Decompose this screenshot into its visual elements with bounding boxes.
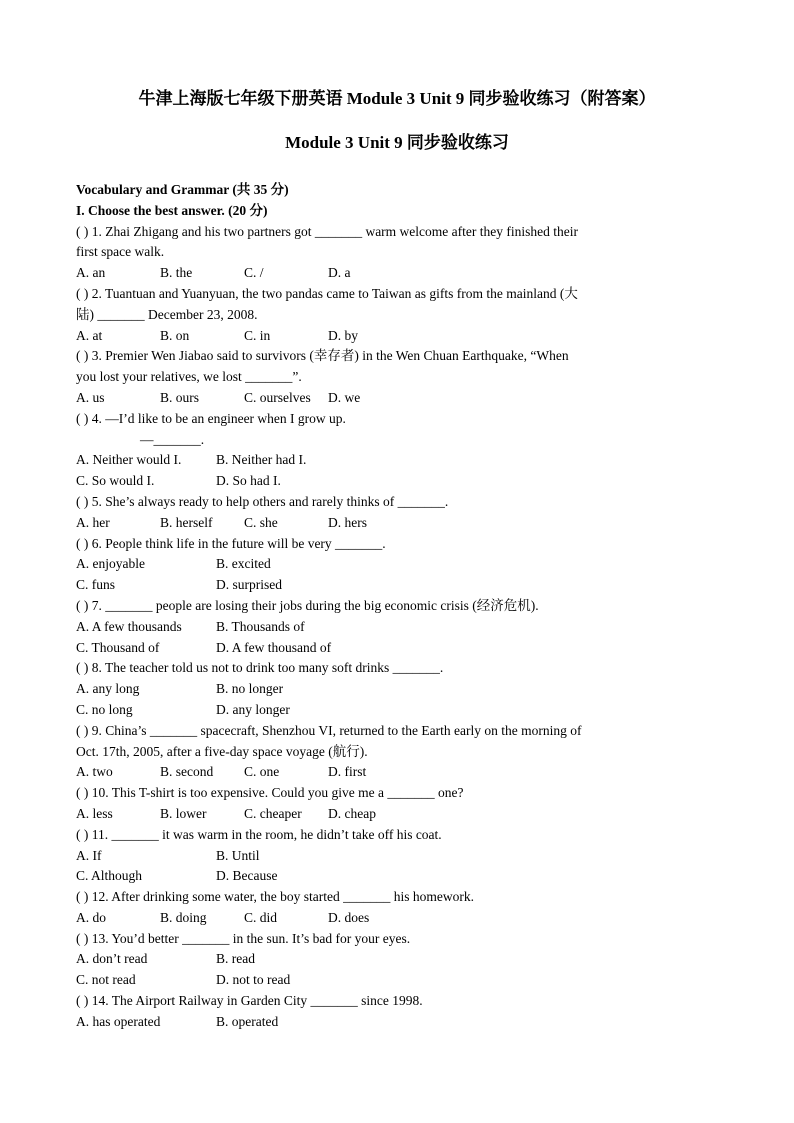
question-10-options <box>76 804 718 825</box>
option-b: B. operated <box>216 1013 279 1029</box>
option-a: A. any long <box>76 681 140 697</box>
option-b: B. second <box>160 764 214 780</box>
option-d: D. first <box>328 764 367 780</box>
option-d: D. we <box>328 389 361 405</box>
question-8-options-ab <box>76 679 718 700</box>
option-d: D. Because <box>216 868 278 884</box>
question-6-options-ab <box>76 554 718 575</box>
option-a: A. an <box>76 265 106 281</box>
option-c: C. funs <box>76 577 116 593</box>
option-a: A. do <box>76 909 106 925</box>
question-3-options <box>76 388 718 409</box>
question-7-line-1: ( ) 7. _______ people are losing their jobs during the big economic crisis (经济危机). <box>76 597 539 613</box>
question-5-line-1: ( ) 5. She’s always ready to help others and rarely thinks of _______. <box>76 493 449 509</box>
option-a: A. less <box>76 805 113 821</box>
option-c: C. one <box>244 764 280 780</box>
option-b: B. on <box>160 327 190 343</box>
option-b: B. the <box>160 265 193 281</box>
question-4-line-2: —_______. <box>140 431 205 447</box>
question-3-line-2: you lost your relatives, we lost _______”. <box>76 369 302 385</box>
option-c: C. not read <box>76 972 136 988</box>
option-b: B. Thousands of <box>216 618 305 634</box>
question-1-line-2: first space walk. <box>76 244 165 260</box>
option-c: C. she <box>244 514 278 530</box>
page-title: 牛津上海版七年级下册英语 Module 3 Unit 9 同步验收练习（附答案） <box>138 89 656 108</box>
question-7-options-cd <box>76 638 718 659</box>
question-13-options-cd <box>76 970 718 991</box>
question-14-line-1: ( ) 14. The Airport Railway in Garden City _______ since 1998. <box>76 993 423 1009</box>
option-d: D. a <box>328 265 351 281</box>
question-1-options <box>76 263 718 284</box>
option-a: A. enjoyable <box>76 556 145 572</box>
question-3-line-1: ( ) 3. Premier Wen Jiabao said to survivors (幸存者) in the Wen Chuan Earthquake, “When <box>76 348 569 364</box>
question-1-line-1: ( ) 1. Zhai Zhigang and his two partners got _______ warm welcome after they finished their <box>76 223 578 239</box>
option-c: C. Thousand of <box>76 639 160 655</box>
option-d: D. by <box>328 327 358 343</box>
option-d: D. not to read <box>216 972 291 988</box>
option-a: A. us <box>76 389 105 405</box>
option-d: D. any longer <box>216 701 290 717</box>
option-a: A. two <box>76 764 113 780</box>
option-d: D. cheap <box>328 805 376 821</box>
option-b: B. herself <box>160 514 213 530</box>
option-c: C. in <box>244 327 271 343</box>
option-c: C. So would I. <box>76 473 155 489</box>
option-c: C. Although <box>76 868 143 884</box>
question-7-options-ab <box>76 617 718 638</box>
page-subtitle: Module 3 Unit 9 同步验收练习 <box>285 133 509 152</box>
question-6-options-cd <box>76 575 718 596</box>
question-11-options-ab <box>76 846 718 867</box>
question-9-options <box>76 762 718 783</box>
question-8-line-1: ( ) 8. The teacher told us not to drink too many soft drinks _______. <box>76 660 444 676</box>
question-4-options-ab <box>76 450 718 471</box>
part-heading: I. Choose the best answer. (20 分) <box>76 202 268 218</box>
question-14-options-ab <box>76 1012 718 1033</box>
option-b: B. Neither had I. <box>216 452 307 468</box>
option-d: D. So had I. <box>216 473 281 489</box>
option-d: D. A few thousand of <box>216 639 332 655</box>
question-12-line-1: ( ) 12. After drinking some water, the boy started _______ his homework. <box>76 889 475 905</box>
question-4-options-cd <box>76 471 718 492</box>
option-a: A. Neither would I. <box>76 452 182 468</box>
option-b: B. no longer <box>216 681 284 697</box>
option-c: C. / <box>244 265 264 281</box>
question-5-options <box>76 513 718 534</box>
question-2-line-1: ( ) 2. Tuantuan and Yuanyuan, the two pandas came to Taiwan as gifts from the mainland (大 <box>76 285 578 301</box>
option-b: B. excited <box>216 556 271 572</box>
option-a: A. has operated <box>76 1013 161 1029</box>
question-2-options <box>76 326 718 347</box>
question-9-line-1: ( ) 9. China’s _______ spacecraft, Shenzhou VI, returned to the Earth early on the morning of <box>76 722 582 738</box>
option-a: A. at <box>76 327 103 343</box>
question-11-options-cd <box>76 866 718 887</box>
option-d: D. does <box>328 909 370 925</box>
option-a: A. A few thousands <box>76 618 182 634</box>
section-heading: Vocabulary and Grammar (共 35 分) <box>76 182 289 197</box>
question-4-line-1: ( ) 4. —I’d like to be an engineer when I grow up. <box>76 410 346 426</box>
question-11-line-1: ( ) 11. _______ it was warm in the room, he didn’t take off his coat. <box>76 826 442 842</box>
exercise-content <box>76 180 718 1033</box>
option-b: B. Until <box>216 847 260 863</box>
question-12-options <box>76 908 718 929</box>
option-a: A. her <box>76 514 110 530</box>
question-9-line-2: Oct. 17th, 2005, after a five-day space voyage (航行). <box>76 743 368 759</box>
question-13-line-1: ( ) 13. You’d better _______ in the sun. It’s bad for your eyes. <box>76 930 411 946</box>
option-c: C. cheaper <box>244 805 302 821</box>
option-c: C. no long <box>76 701 133 717</box>
option-b: B. ours <box>160 389 200 405</box>
question-8-options-cd <box>76 700 718 721</box>
question-13-options-ab <box>76 949 718 970</box>
question-6-line-1: ( ) 6. People think life in the future will be very _______. <box>76 535 386 551</box>
option-d: D. hers <box>328 514 367 530</box>
option-b: B. lower <box>160 805 207 821</box>
option-b: B. read <box>216 951 255 967</box>
question-2-line-2: 陆) _______ December 23, 2008. <box>76 306 258 322</box>
option-a: A. If <box>76 847 102 863</box>
option-a: A. don’t read <box>76 951 148 967</box>
option-d: D. surprised <box>216 577 282 593</box>
option-c: C. ourselves <box>244 389 311 405</box>
question-10-line-1: ( ) 10. This T-shirt is too expensive. Could you give me a _______ one? <box>76 785 464 801</box>
option-c: C. did <box>244 909 278 925</box>
option-b: B. doing <box>160 909 207 925</box>
